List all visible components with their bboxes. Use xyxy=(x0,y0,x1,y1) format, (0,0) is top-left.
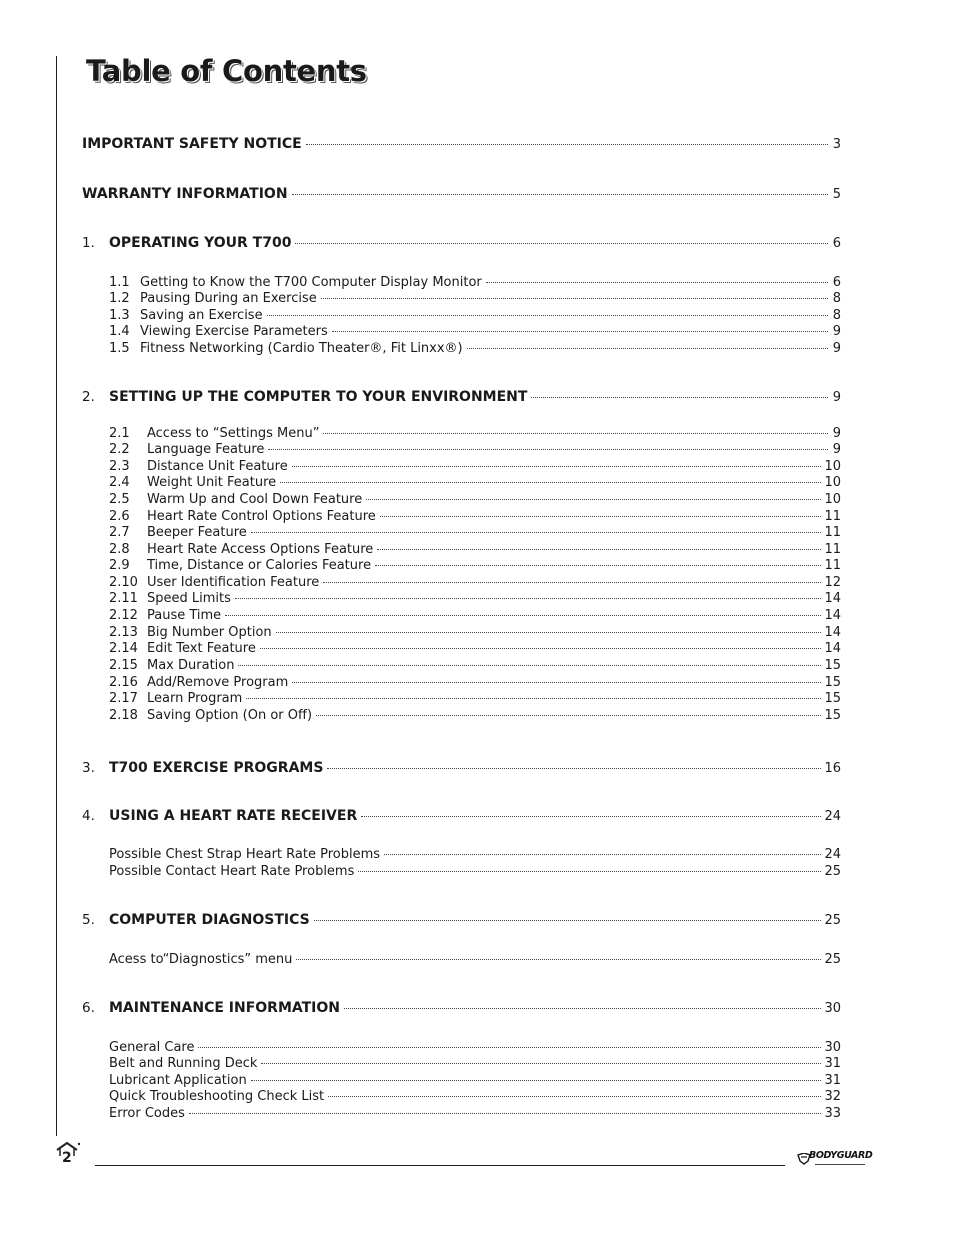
dot-leader xyxy=(292,466,822,467)
dot-leader xyxy=(251,1080,822,1081)
page-title: Table of Contents xyxy=(86,54,367,88)
toc-entry[interactable] xyxy=(82,708,841,726)
toc-entry-title: Language Feature xyxy=(147,442,265,457)
dot-leader xyxy=(292,682,821,683)
toc-entry-page: 15 xyxy=(824,675,841,690)
dot-leader xyxy=(384,854,821,855)
toc-entry[interactable] xyxy=(82,389,841,407)
toc-entry-number: 2.4 xyxy=(109,475,130,490)
toc-entry-title: Time, Distance or Calories Feature xyxy=(147,558,372,573)
toc-entry-page: 31 xyxy=(824,1073,841,1088)
toc-entry-page: 3 xyxy=(832,137,841,152)
toc-entry[interactable] xyxy=(82,912,841,930)
toc-entry-title: WARRANTY INFORMATION xyxy=(82,186,288,202)
toc-entry-page: 14 xyxy=(824,591,841,606)
dot-leader xyxy=(344,1008,821,1009)
toc-entry-title: Saving Option (On or Off) xyxy=(147,708,313,723)
toc-entry-page: 30 xyxy=(824,1001,841,1016)
toc-entry[interactable] xyxy=(82,1000,841,1018)
toc-entry-number: 1.1 xyxy=(109,275,130,290)
dot-leader xyxy=(268,449,828,450)
toc-entry-page: 5 xyxy=(832,187,841,202)
toc-entry-number: 4. xyxy=(82,808,95,824)
dot-leader xyxy=(358,871,821,872)
dot-leader xyxy=(531,397,828,398)
toc-entry-page: 8 xyxy=(832,291,841,306)
toc-entry-number: 2.9 xyxy=(109,558,130,573)
toc-entry-title: Getting to Know the T700 Computer Display Monitor xyxy=(140,275,482,290)
toc-entry[interactable] xyxy=(82,658,841,676)
toc-entry-page: 9 xyxy=(832,341,841,356)
toc-entry-page: 24 xyxy=(824,809,841,824)
toc-entry-number: 2.17 xyxy=(109,691,138,706)
dot-leader xyxy=(321,298,828,299)
toc-entry-page: 16 xyxy=(824,761,841,776)
toc-entry-title: Saving an Exercise xyxy=(140,308,263,323)
toc-entry-title: IMPORTANT SAFETY NOTICE xyxy=(82,136,302,152)
toc-entry[interactable] xyxy=(82,324,841,342)
toc-entry-number: 2.2 xyxy=(109,442,130,457)
toc-entry[interactable] xyxy=(82,641,841,659)
toc-entry-number: 2.14 xyxy=(109,641,138,656)
dot-leader xyxy=(276,632,822,633)
toc-entry-page: 9 xyxy=(832,390,841,405)
toc-entry-number: 5. xyxy=(82,912,95,928)
toc-entry-title: Warm Up and Cool Down Feature xyxy=(147,492,363,507)
toc-entry-number: 2.12 xyxy=(109,608,138,623)
toc-entry-title: Beeper Feature xyxy=(147,525,247,540)
dot-leader xyxy=(375,565,821,566)
brand-name: BODYGUARD xyxy=(809,1150,873,1161)
dot-leader xyxy=(235,598,822,599)
dot-leader xyxy=(296,959,821,960)
toc-entry-title: T700 EXERCISE PROGRAMS xyxy=(109,760,324,776)
left-margin-rule xyxy=(56,56,57,1136)
toc-entry[interactable] xyxy=(82,608,841,626)
page-number: 2 xyxy=(62,1150,72,1166)
dot-leader xyxy=(198,1047,821,1048)
dot-leader xyxy=(260,648,822,649)
toc-entry[interactable] xyxy=(82,1089,841,1107)
toc-entry-number: 3. xyxy=(82,760,95,776)
toc-entry-title: Weight Unit Feature xyxy=(147,475,277,490)
toc-entry-title: User Identification Feature xyxy=(147,575,320,590)
toc-entry-title: Pause Time xyxy=(147,608,222,623)
toc-entry[interactable] xyxy=(82,847,841,865)
toc-entry-page: 24 xyxy=(824,847,841,862)
toc-entry-number: 1.3 xyxy=(109,308,130,323)
toc-entry[interactable] xyxy=(82,1056,841,1074)
toc-entry-title: Possible Chest Strap Heart Rate Problems xyxy=(109,847,381,862)
toc-entry-page: 6 xyxy=(832,236,841,251)
toc-entry[interactable] xyxy=(82,341,841,359)
toc-entry[interactable] xyxy=(82,952,841,970)
toc-entry-page: 9 xyxy=(832,442,841,457)
toc-entry-page: 32 xyxy=(824,1089,841,1104)
dot-leader xyxy=(328,1096,821,1097)
toc-entry[interactable] xyxy=(82,691,841,709)
dot-leader xyxy=(280,482,821,483)
toc-entry-page: 11 xyxy=(824,542,841,557)
toc-entry-title: Error Codes xyxy=(109,1106,185,1121)
toc-entry-page: 6 xyxy=(832,275,841,290)
toc-entry-page: 14 xyxy=(824,641,841,656)
toc-entry-page: 15 xyxy=(824,691,841,706)
toc-entry-number: 2.11 xyxy=(109,591,138,606)
toc-entry-title: Heart Rate Control Options Feature xyxy=(147,509,376,524)
toc-entry[interactable] xyxy=(82,525,841,543)
toc-entry-number: 1.4 xyxy=(109,324,130,339)
toc-entry-title: Acess to“Diagnostics” menu xyxy=(109,952,293,967)
dot-leader xyxy=(377,549,821,550)
toc-entry[interactable] xyxy=(82,291,841,309)
toc-entry[interactable] xyxy=(82,591,841,609)
dot-leader xyxy=(306,144,828,145)
dot-leader xyxy=(316,715,821,716)
dot-leader xyxy=(246,698,821,699)
dot-leader xyxy=(292,194,828,195)
toc-entry[interactable] xyxy=(82,864,841,882)
toc-entry-title: Distance Unit Feature xyxy=(147,459,288,474)
toc-entry-number: 2.3 xyxy=(109,459,130,474)
toc-entry-page: 10 xyxy=(824,459,841,474)
brand-logo xyxy=(797,1150,873,1169)
toc-entry[interactable] xyxy=(82,558,841,576)
footer-rule xyxy=(95,1165,785,1166)
toc-entry-title: Lubricant Application xyxy=(109,1073,247,1088)
toc-entry-title: Possible Contact Heart Rate Problems xyxy=(109,864,355,879)
toc-entry[interactable] xyxy=(82,475,841,493)
toc-entry[interactable] xyxy=(82,136,841,154)
toc-entry-page: 25 xyxy=(824,952,841,967)
toc-entry[interactable] xyxy=(82,760,841,778)
dot-leader xyxy=(225,615,821,616)
toc-entry-title: Fitness Networking (Cardio Theater®, Fit Linxx®) xyxy=(140,341,463,356)
toc-entry-title: Learn Program xyxy=(147,691,243,706)
toc-entry-page: 14 xyxy=(824,608,841,623)
toc-entry-page: 11 xyxy=(824,525,841,540)
toc-entry-page: 33 xyxy=(824,1106,841,1121)
toc-entry-title: Belt and Running Deck xyxy=(109,1056,258,1071)
dot-leader xyxy=(261,1063,821,1064)
dot-leader xyxy=(366,499,821,500)
logo-underline xyxy=(815,1163,865,1166)
toc-entry-number: 2.18 xyxy=(109,708,138,723)
toc-entry-title: Viewing Exercise Parameters xyxy=(140,324,328,339)
toc-entry-number: 2.16 xyxy=(109,675,138,690)
toc-entry-title: Max Duration xyxy=(147,658,235,673)
toc-entry-number: 2.10 xyxy=(109,575,138,590)
toc-entry-page: 10 xyxy=(824,492,841,507)
toc-entry-title: MAINTENANCE INFORMATION xyxy=(109,1000,341,1016)
toc-entry-page: 25 xyxy=(824,864,841,879)
toc-entry-page: 11 xyxy=(824,558,841,573)
dot-leader xyxy=(238,665,821,666)
dot-leader xyxy=(189,1113,822,1114)
toc-entry-number: 1.2 xyxy=(109,291,130,306)
dot-leader xyxy=(267,315,828,316)
toc-entry-number: 2.5 xyxy=(109,492,130,507)
toc-entry-title: Heart Rate Access Options Feature xyxy=(147,542,374,557)
toc-entry[interactable] xyxy=(82,492,841,510)
toc-entry-title: USING A HEART RATE RECEIVER xyxy=(109,808,358,824)
dot-leader xyxy=(327,768,821,769)
toc-entry[interactable] xyxy=(82,186,841,204)
toc-entry-title: General Care xyxy=(109,1040,195,1055)
toc-entry-title: OPERATING YOUR T700 xyxy=(109,235,292,251)
toc-entry-number: 2.13 xyxy=(109,625,138,640)
toc-entry-title: Pausing During an Exercise xyxy=(140,291,317,306)
toc-entry-title: Edit Text Feature xyxy=(147,641,256,656)
dot-leader xyxy=(486,282,828,283)
toc-entry-page: 9 xyxy=(832,426,841,441)
toc-entry[interactable] xyxy=(82,1106,841,1124)
toc-entry-page: 25 xyxy=(824,913,841,928)
toc-entry-page: 31 xyxy=(824,1056,841,1071)
toc-entry-title: Speed Limits xyxy=(147,591,231,606)
toc-entry-title: Big Number Option xyxy=(147,625,272,640)
dot-leader xyxy=(251,532,822,533)
toc-entry-number: 2.8 xyxy=(109,542,130,557)
toc-entry-page: 30 xyxy=(824,1040,841,1055)
toc-entry-number: 1. xyxy=(82,235,95,251)
toc-entry-page: 12 xyxy=(824,575,841,590)
toc-entry-number: 2.15 xyxy=(109,658,138,673)
toc-entry-page: 10 xyxy=(824,475,841,490)
toc-entry-number: 2. xyxy=(82,389,95,405)
dot-leader xyxy=(295,243,828,244)
toc-entry-number: 2.7 xyxy=(109,525,130,540)
dot-leader xyxy=(323,433,828,434)
toc-entry-page: 8 xyxy=(832,308,841,323)
toc-entry-title: Add/Remove Program xyxy=(147,675,289,690)
dot-leader xyxy=(314,920,822,921)
toc-entry-number: 2.6 xyxy=(109,509,130,524)
toc-entry-number: 2.1 xyxy=(109,426,130,441)
toc-entry-title: Access to “Settings Menu” xyxy=(147,426,320,441)
dot-leader xyxy=(467,348,828,349)
toc-entry[interactable] xyxy=(82,235,841,253)
toc-entry-title: SETTING UP THE COMPUTER TO YOUR ENVIRONMENT xyxy=(109,389,528,405)
toc-entry-number: 1.5 xyxy=(109,341,130,356)
toc-entry-page: 11 xyxy=(824,509,841,524)
toc-entry-title: Quick Troubleshooting Check List xyxy=(109,1089,325,1104)
toc-entry[interactable] xyxy=(82,808,841,826)
toc-entry[interactable] xyxy=(82,442,841,460)
toc-entry-page: 9 xyxy=(832,324,841,339)
toc-entry-page: 15 xyxy=(824,658,841,673)
dot-leader xyxy=(361,816,821,817)
toc-entry-page: 15 xyxy=(824,708,841,723)
toc-entry-number: 6. xyxy=(82,1000,95,1016)
dot-leader xyxy=(332,331,828,332)
dot-leader xyxy=(323,582,821,583)
toc-entry-page: 14 xyxy=(824,625,841,640)
toc-entry-title: COMPUTER DIAGNOSTICS xyxy=(109,912,310,928)
dot-leader xyxy=(380,516,822,517)
